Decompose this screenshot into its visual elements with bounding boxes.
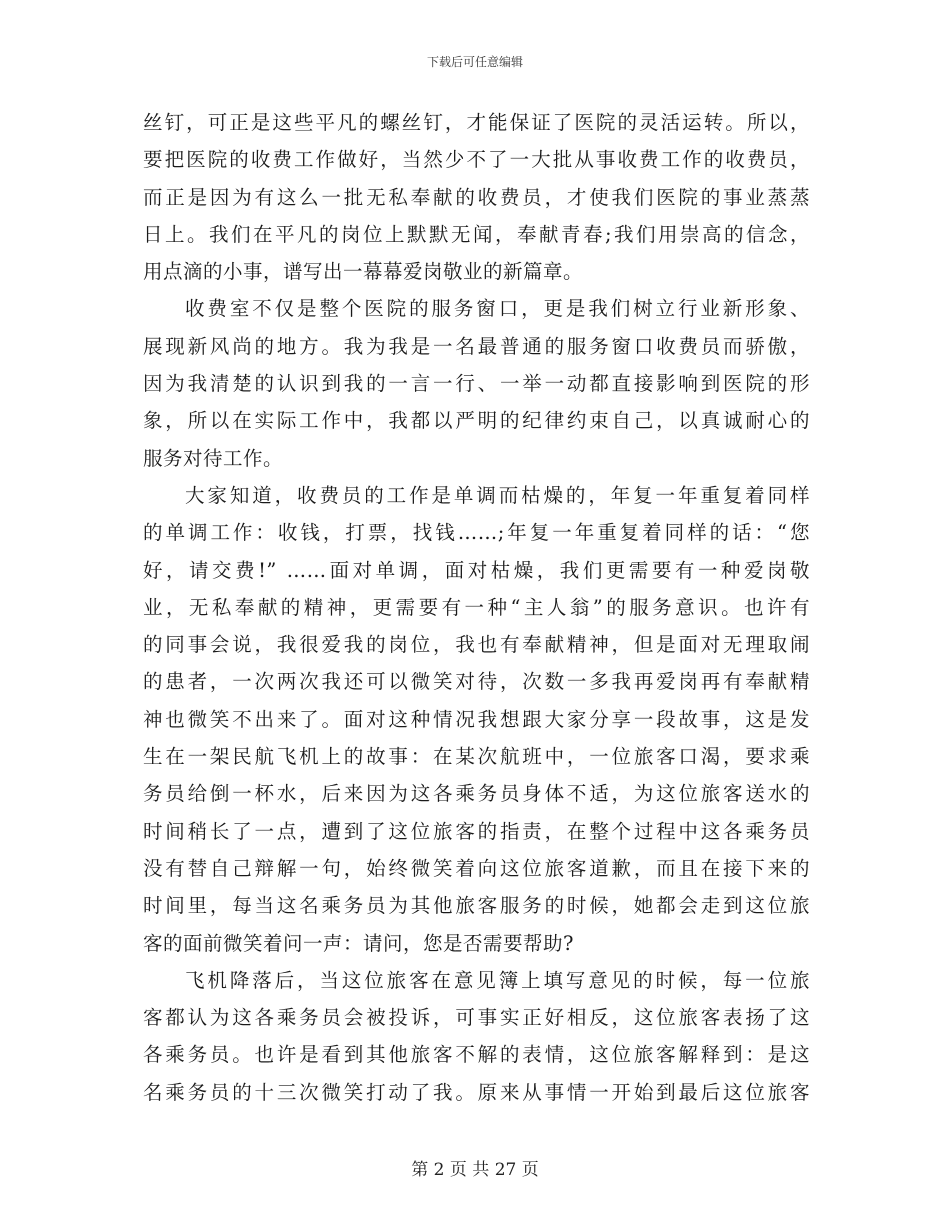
text-line: 用点滴的小事，谱写出一幕幕爱岗敬业的新篇章。 bbox=[143, 260, 584, 284]
text-line: 服务对待工作。 bbox=[143, 446, 284, 470]
text-line: 而正是因为有这么一批无私奉献的收费员，才使我们医院的事业蒸蒸 bbox=[143, 185, 810, 209]
text-line: 客都认为这各乘务员会被投诉，可事实正好相反，这位旅客表扬了这 bbox=[143, 1006, 810, 1030]
paragraph-first-line: 飞机降落后，当这位旅客在意见簿上填写意见的时候，每一位旅 bbox=[185, 968, 810, 992]
text-line: 要把医院的收费工作做好，当然少不了一大批从事收费工作的收费员， bbox=[143, 148, 810, 172]
paragraph-first-line: 收费室不仅是整个医院的服务窗口，更是我们树立行业新形象、 bbox=[185, 297, 810, 321]
text-line: 客的面前微笑着问一声：请问，您是否需要帮助? bbox=[143, 931, 574, 955]
paragraph-first-line: 大家知道，收费员的工作是单调而枯燥的，年复一年重复着同样 bbox=[185, 483, 810, 507]
text-line: 丝钉，可正是这些平凡的螺丝钉，才能保证了医院的灵活运转。所以， bbox=[143, 111, 810, 134]
page-number-footer: 第 2 页 共 27 页 bbox=[411, 1160, 539, 1180]
text-line: 业，无私奉献的精神，更需要有一种“主人翁”的服务意识。也许有 bbox=[143, 595, 810, 619]
text-line: 时间里，每当这名乘务员为其他旅客服务的时候，她都会走到这位旅 bbox=[143, 894, 810, 918]
text-line: 神也微笑不出来了。面对这种情况我想跟大家分享一段故事，这是发 bbox=[143, 707, 810, 731]
document-body bbox=[143, 104, 810, 1111]
text-line: 象，所以在实际工作中，我都以严明的纪律约束自己，以真诚耐心的 bbox=[143, 409, 810, 433]
text-line: 好，请交费!” ……面对单调，面对枯燥，我们更需要有一种爱岗敬 bbox=[143, 558, 810, 582]
text-line: 的同事会说，我很爱我的岗位，我也有奉献精神，但是面对无理取闹 bbox=[143, 633, 810, 657]
text-line: 各乘务员。也许是看到其他旅客不解的表情，这位旅客解释到：是这 bbox=[143, 1043, 810, 1067]
text-line: 时间稍长了一点，遭到了这位旅客的指责，在整个过程中这各乘务员 bbox=[143, 819, 810, 843]
text-line: 名乘务员的十三次微笑打动了我。原来从事情一开始到最后这位旅客 bbox=[143, 1080, 810, 1104]
text-line: 的患者，一次两次我还可以微笑对待，次数一多我再爱岗再有奉献精 bbox=[143, 670, 810, 694]
text-line: 的单调工作：收钱，打票，找钱……;年复一年重复着同样的话：“您 bbox=[143, 521, 810, 545]
page-header: 下载后可任意编辑 bbox=[426, 55, 523, 69]
text-line: 因为我清楚的认识到我的一言一行、一举一动都直接影响到医院的形 bbox=[143, 372, 810, 396]
text-line: 日上。我们在平凡的岗位上默默无闻，奉献青春;我们用崇高的信念， bbox=[143, 222, 810, 246]
text-line: 没有替自己辩解一句，始终微笑着向这位旅客道歉，而且在接下来的 bbox=[143, 856, 810, 880]
text-line: 务员给倒一杯水，后来因为这各乘务员身体不适，为这位旅客送水的 bbox=[143, 782, 810, 806]
text-line: 生在一架民航飞机上的故事：在某次航班中，一位旅客口渴，要求乘 bbox=[143, 745, 810, 769]
text-line: 展现新风尚的地方。我为我是一名最普通的服务窗口收费员而骄傲， bbox=[143, 334, 810, 358]
